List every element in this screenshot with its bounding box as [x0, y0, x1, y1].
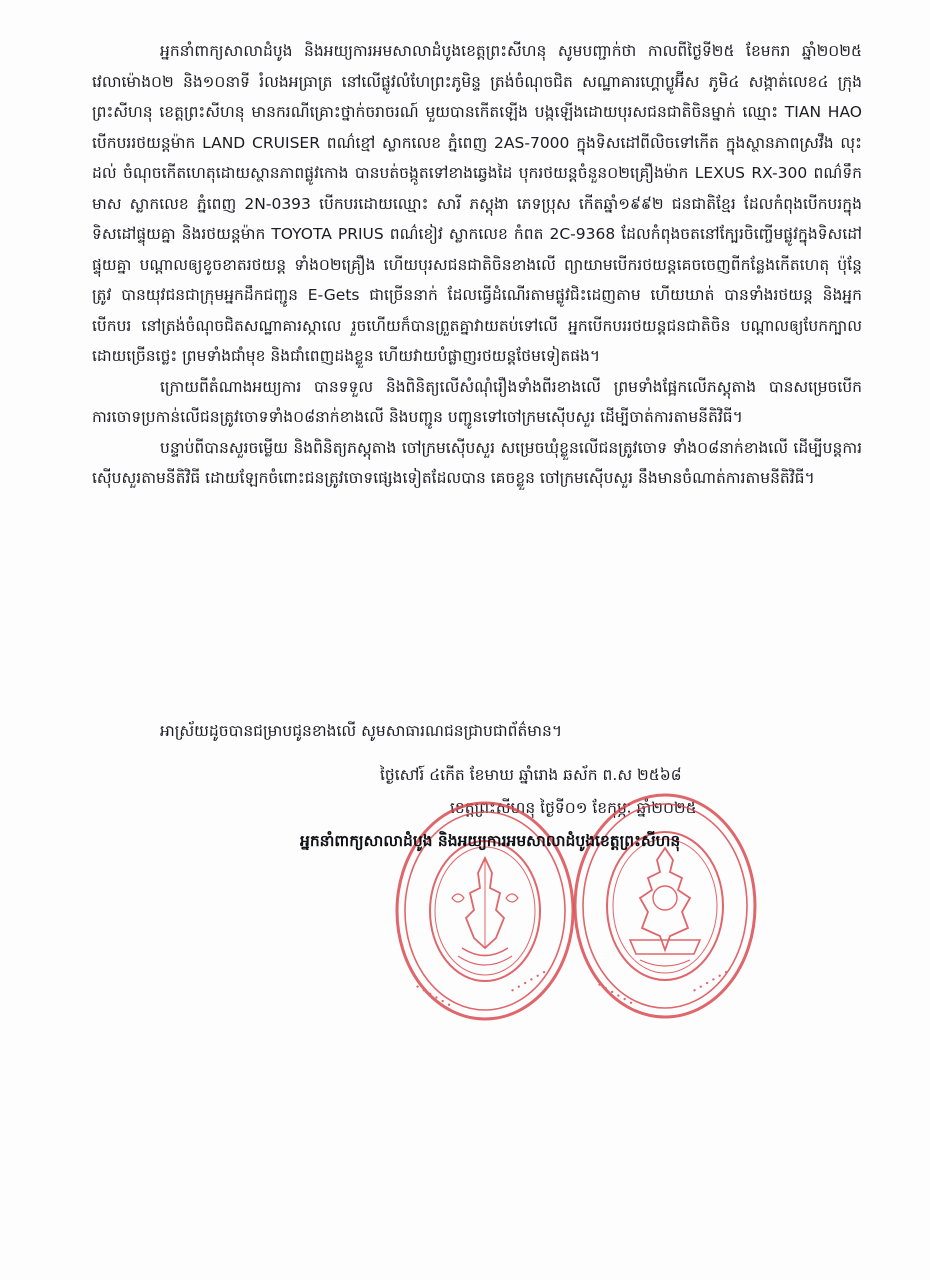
- svg-text:• • • • • •: • • • • • •: [413, 981, 454, 1011]
- paragraph-prosecution: ក្រោយពីតំណាងអយ្យការ បានទទួល និងពិនិត្យលើសំណុំរឿងទាំងពីរខាងលើ ព្រមទាំងផ្អែកលើភស្តុតាង បានសម្រេចបើកការចោទប្រកាន់លើជនត្រូវចោទទាំង០៨នាក់ខាងលើ និងបញ្ជូន បញ្ជូនទៅចៅក្រមស៊ើបសួរ ដើម្បីចាត់ការតាមនីតិវិធី។: [92, 377, 862, 426]
- date-solar: ខេត្តព្រះសីហនុ ថ្ងៃទី០១ ខែកុម្ភៈ ឆ្នាំ២០២៥: [450, 799, 697, 817]
- closing-statement: អាស្រ័យដូចបានជម្រាបជូនខាងលើ សូមសាធារណជនជ្រាបជាព័ត៌មាន។: [160, 722, 563, 740]
- paragraph-incident: អ្នកនាំពាក្យសាលាដំបូង និងអយ្យការអមសាលាដំបូងខេត្តព្រះសីហនុ សូមបញ្ជាក់ថា កាលពីថ្ងៃទី២៥ ខែមករា ឆ្នាំ២០២៥ វេលាម៉ោង០២ និង១០នាទី រំលងអធ្រាត្រ នៅលើផ្លូវលំហែព្រះភូមិន្ទ ត្រង់ចំណុចជិត សណ្ឋាគារហ្គោប្លូអ៊ីស ភូមិ៤ សង្កាត់លេខ៤ ក្រុងព្រះសីហនុ ខេត្តព្រះសីហនុ មានករណីគ្រោះថ្នាក់ចរាចរណ៍ មួយបានកើតឡើង បង្កឡើងដោយបុរសជនជាតិចិនម្នាក់ ឈ្មោះ TIAN HAO បើកបររថយន្តម៉ាក LAND CRUISER ពណ៌ខ្មៅ ស្លាកលេខ ភ្នំពេញ 2AS-7000 ក្នុងទិសដៅពីលិចទៅកើត ក្នុងស្ថានភាពស្រវឹង លុះដល់ ចំណុចកើតហេតុដោយស្ថានភាពផ្លូវកោង បានបត់ចង្កូតទៅខាងឆ្វេងដៃ បុករថយន្តចំនួន០២គ្រឿងម៉ាក LEXUS RX-300 ពណ៌ទឹកមាស ស្លាកលេខ ភ្នំពេញ 2N-0393 បើកបរដោយឈ្មោះ សារី ភស្តុងា ភេទប្រុស កើតឆ្នាំ១៩៩២ ជនជាតិខ្មែរ ដែលកំពុងបើកបរក្នុងទិសដៅផ្ទុយគ្នា និងរថយន្តម៉ាក TOYOTA PRIUS ពណ៌ខៀវ ស្លាកលេខ កំពត 2C-9368 ដែលកំពុងចតនៅក្បែរចិញ្ចើមផ្លូវក្នុងទិសដៅផ្ទុយគ្នា បណ្តាលឲ្យខូចខាតរថយន្ត ទាំង០២គ្រឿង ហើយបុរសជនជាតិចិនខាងលើ ព្យាយាមបើករថយន្តគេចចេញពីកន្លែងកើតហេតុ ប៉ុន្តែត្រូវ បានយុវជនជាក្រុមអ្នកដឹកជញ្ជូន E-Gets ជាច្រើននាក់ ដែលធ្វើដំណើរតាមផ្លូវជិះដេញតាម ហើយឃាត់ បានទាំងរថយន្ត និងអ្នកបើកបរ នៅត្រង់ចំណុចជិតសណ្ឋាគារស្កាលេ រួចហើយក៏បានព្រួតគ្នាវាយតប់ទៅលើ អ្នកបើកបររថយន្តជនជាតិចិន បណ្តាលឲ្យបែកក្បាលដោយច្រើនថ្លេះ ព្រមទាំងជាំមុខ និងជាំពេញដងខ្លួន ហើយវាយបំផ្លាញរថយន្តថែមទៀតផង។: [92, 42, 862, 365]
- prosecution-seal-icon: [570, 790, 760, 1022]
- svg-text:• • • • • •: • • • • • •: [595, 979, 636, 1009]
- svg-text:• • • • • •: • • • • • •: [690, 967, 731, 996]
- svg-text:• • • • • •: • • • • • •: [508, 967, 549, 996]
- paragraph-investigation: បន្ទាប់ពីបានសួរចម្លើយ និងពិនិត្យភស្តុតាង ចៅក្រមស៊ើបសួរ សម្រេចឃុំខ្លួនលើជនត្រូវចោទ ទាំង០៨នាក់ខាងលើ ដើម្បីបន្តការស៊ើបសួរតាមនីតិវិធី ដោយឡែកចំពោះជនត្រូវចោទផ្សេងទៀតដែលបាន គេចខ្លួន ចៅក្រមស៊ើបសួរ នឹងមានចំណាត់ការតាមនីតិវិធី។: [92, 438, 862, 487]
- date-lunar: ថ្ងៃសៅរ៍ ៤កើត ខែមាឃ ឆ្នាំរោង ឆស័ក ព.ស ២៥៦៨: [380, 766, 682, 784]
- document-body: [92, 36, 862, 494]
- issuer-title: អ្នកនាំពាក្យសាលាដំបូង និងអយ្យការអមសាលាដំបូងខេត្តព្រះសីហនុ: [300, 832, 681, 850]
